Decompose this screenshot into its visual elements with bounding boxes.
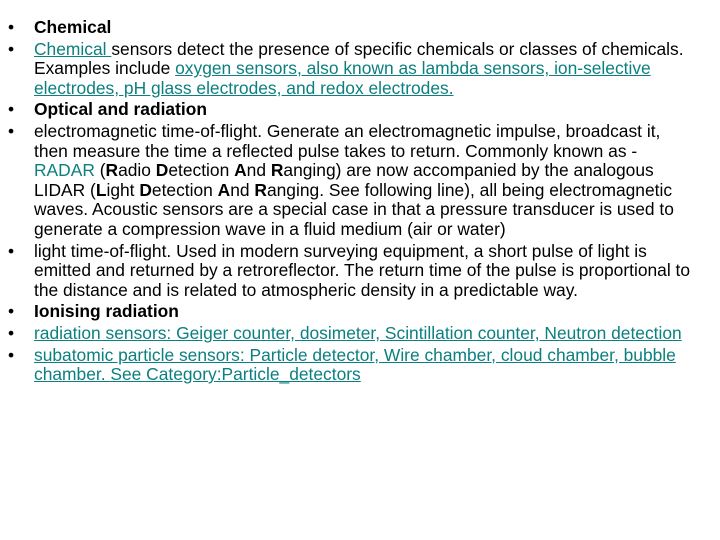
body-text: light time-of-flight. Used in modern surveying equipment, a short pulse of light is emitted and returned by a retroreflector. The return time of the pulse is proportional to the distance and is related to atmospheric density in a predictable way. xyxy=(34,240,691,300)
acronym-letter: R xyxy=(105,160,119,181)
bullet-icon: • xyxy=(8,120,15,141)
bullet-icon: • xyxy=(8,99,15,120)
acronym-letter: L xyxy=(95,179,107,200)
acronym-letter: D xyxy=(155,160,169,181)
body-text: ight xyxy=(106,179,140,200)
bullet-icon: • xyxy=(8,240,15,261)
oxygen-sensors-link[interactable]: oxygen sensors, also known as lambda sensors, ion-selective electrodes, pH glass electrodes, and redox electrodes. xyxy=(34,58,651,98)
body-text: anging) are now accompanied by the analogous LIDAR ( xyxy=(34,160,654,200)
bullet-icon: • xyxy=(8,322,15,343)
list-item-chemical-heading xyxy=(8,17,694,38)
list-item-radiation-sensors xyxy=(8,322,694,344)
bullet-icon: • xyxy=(8,38,15,59)
body-text: nd xyxy=(246,160,271,181)
list-item-electromagnetic xyxy=(8,120,694,240)
body-text: sensors detect the presence of specific chemicals or classes of chemicals. Examples include xyxy=(34,38,684,79)
acronym-letter: D xyxy=(139,179,152,200)
list-item-ionising-heading xyxy=(8,301,694,322)
bullet-icon: • xyxy=(8,344,15,365)
bullet-icon: • xyxy=(8,17,15,37)
heading-text: Chemical xyxy=(34,17,112,37)
list-item-light-time-of-flight xyxy=(8,240,694,301)
body-text: ( xyxy=(94,160,106,181)
body-text: etection xyxy=(168,160,235,181)
acronym-letter: A xyxy=(217,179,231,200)
body-text: anging. See following line), all being electromagnetic waves. Acoustic sensors are a special case in that a pressure transducer is used to generate a compression wave in a fluid medium (air or water) xyxy=(34,179,674,239)
body-text: etection xyxy=(151,179,218,200)
radar-link[interactable]: RADAR xyxy=(34,160,95,181)
bullet-icon: • xyxy=(8,301,15,322)
list-item-optical-heading xyxy=(8,99,694,120)
chemical-link[interactable]: Chemical xyxy=(34,38,112,59)
radiation-sensors-link[interactable]: radiation sensors: Geiger counter, dosimeter, Scintillation counter, Neutron detection xyxy=(34,322,682,343)
body-text: nd xyxy=(230,179,255,200)
heading-text: Optical and radiation xyxy=(34,99,207,120)
body-text: electromagnetic time-of-flight. Generate an electromagnetic impulse, broadcast it, then measure the time a reflected pulse takes to return. Commonly known as - xyxy=(34,120,661,161)
body-text: adio xyxy=(118,160,156,181)
heading-text: Ionising radiation xyxy=(34,301,179,322)
acronym-letter: A xyxy=(234,160,247,181)
acronym-letter: R xyxy=(254,179,267,200)
list-item-chemical-sensors xyxy=(8,38,694,99)
subatomic-sensors-link[interactable]: subatomic particle sensors: Particle detector, Wire chamber, cloud chamber, bubble chamber. See Category:Particle_detectors xyxy=(34,344,676,385)
acronym-letter: R xyxy=(270,160,284,181)
list-item-subatomic-sensors xyxy=(8,344,694,385)
